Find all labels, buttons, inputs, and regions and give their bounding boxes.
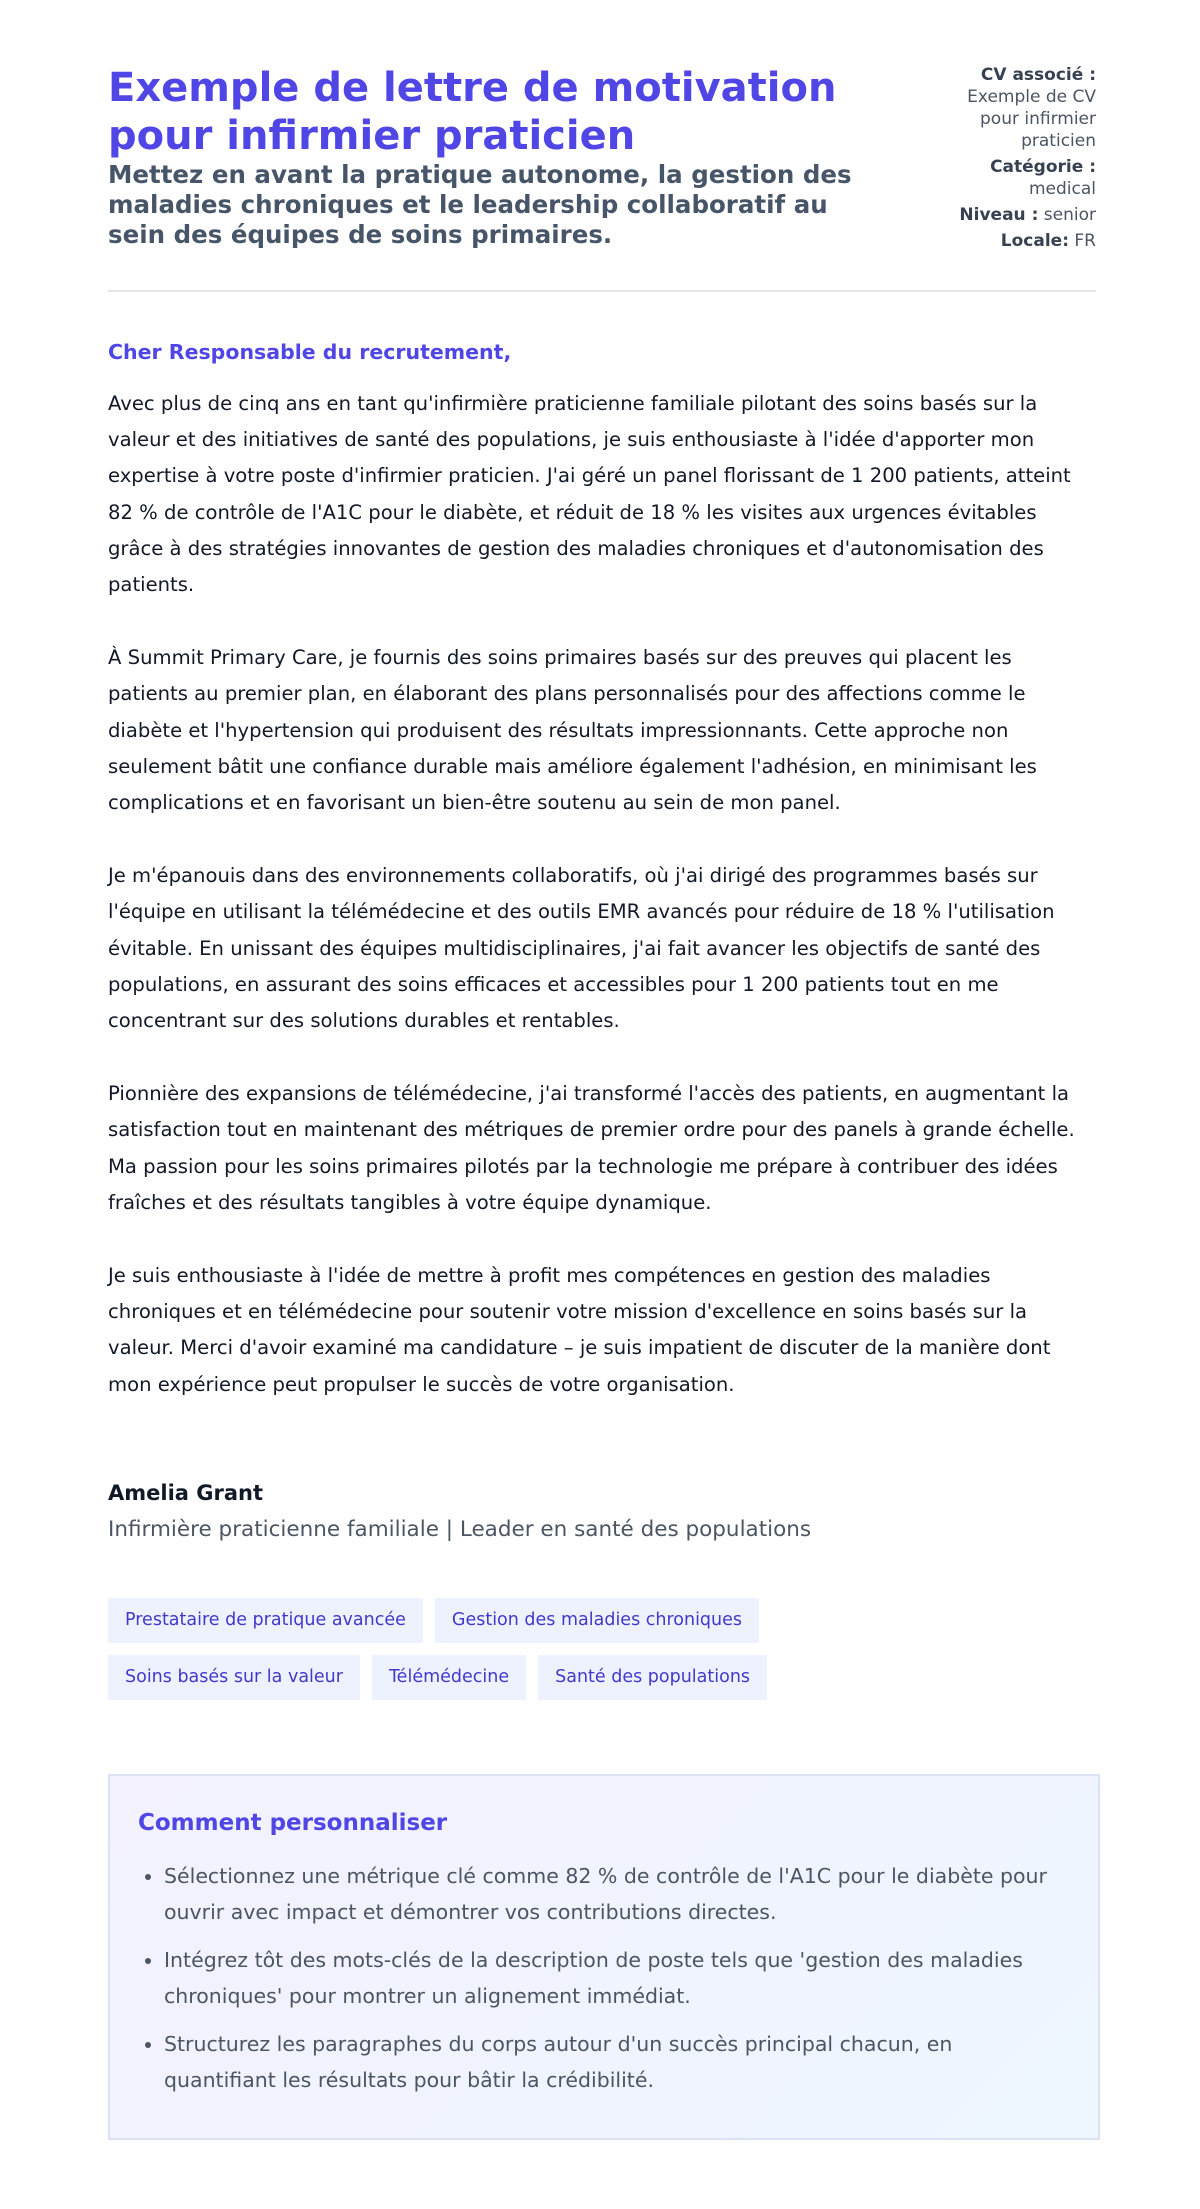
cv-label: CV associé : — [980, 65, 1096, 85]
category-value: medical — [1028, 179, 1096, 199]
paragraph: À Summit Primary Care, je fournis des soins primaires basés sur des preuves qui placent les patients au premier plan, en élaborant des plans personnalisés pour des affections comme le diabète et l'hypertension qui produisent des résultats impressionnants. Cette approche non seulement bâtit une confiance durable mais améliore également l'adhésion, en minimisant les complications et en favorisant un bien-être soutenu au sein de mon panel. — [108, 646, 1037, 815]
level-value: senior — [1043, 205, 1096, 225]
tip-item: • Structurez les paragraphes du corps autour d'un succès principal chacun, en quantifiant les résultats pour bâtir la crédibilité. — [164, 2026, 1070, 2099]
signature-title: Infirmière praticienne familiale | Leader en santé des populations — [108, 1516, 812, 1542]
category-label: Catégorie : — [990, 157, 1096, 177]
tips-list — [138, 1858, 1070, 2099]
divider — [108, 290, 1096, 292]
tag-list — [108, 1598, 1008, 1700]
tip-item: • Sélectionnez une métrique clé comme 82 % de contrôle de l'A1C pour le diabète pour ouvrir avec impact et démontrer vos contributions directes. — [164, 1858, 1070, 1931]
header — [108, 64, 1096, 256]
level-label: Niveau : — [959, 205, 1039, 225]
signature — [108, 1481, 1096, 1542]
salutation: Cher Responsable du recrutement, — [108, 340, 512, 364]
paragraph: Avec plus de cinq ans en tant qu'infirmière praticienne familiale pilotant des soins basés sur la valeur et des initiatives de santé des populations, je suis enthousiaste à l'idée d'apporter mon expertise à votre poste d'infirmier praticien. J'ai géré un panel florissant de 1 200 patients, atteint 82 % de contrôle de l'A1C pour le diabète, et réduit de 18 % les visites aux urgences évitables grâce à des stratégies innovantes de gestion des maladies chroniques et d'autonomisation des patients. — [108, 392, 1071, 597]
tag: Télémédecine — [372, 1655, 526, 1700]
page-subtitle: Mettez en avant la pratique autonome, la gestion des maladies chroniques et le leadership collaboratif au sein des équipes de soins primaires. — [108, 160, 852, 249]
paragraph: Pionnière des expansions de télémédecine, j'ai transformé l'accès des patients, en augmentant la satisfaction tout en maintenant des métriques de premier ordre pour des panels à grande échelle. Ma passion pour les soins primaires pilotés par la technologie me prépare à contribuer des idées fraîches et des résultats tangibles à votre équipe dynamique. — [108, 1082, 1075, 1214]
signature-name: Amelia Grant — [108, 1480, 264, 1505]
locale-value: FR — [1074, 231, 1096, 251]
letter-body — [108, 386, 1096, 1403]
meta-panel — [936, 64, 1096, 256]
tag: Santé des populations — [538, 1655, 767, 1700]
tips-box — [108, 1774, 1100, 2140]
cv-value: Exemple de CV pour infirmier praticien — [967, 87, 1096, 151]
tag: Soins basés sur la valeur — [108, 1655, 360, 1700]
tips-title: Comment personnaliser — [138, 1809, 448, 1836]
tag: Prestataire de pratique avancée — [108, 1598, 423, 1643]
paragraph: Je m'épanouis dans des environnements collaboratifs, où j'ai dirigé des programmes basés sur l'équipe en utilisant la télémédecine et des outils EMR avancés pour réduire de 18 % l'utilisation évitable. En unissant des équipes multidisciplinaires, j'ai fait avancer les objectifs de santé des populations, en assurant des soins efficaces et accessibles pour 1 200 patients tout en me concentrant sur des solutions durables et rentables. — [108, 864, 1055, 1033]
tag: Gestion des maladies chroniques — [435, 1598, 759, 1643]
tip-item: • Intégrez tôt des mots-clés de la description de poste tels que 'gestion des maladies chroniques' pour montrer un alignement immédiat. — [164, 1942, 1070, 2015]
page-title: Exemple de lettre de motivation pour infirmier praticien — [108, 65, 837, 159]
paragraph: Je suis enthousiaste à l'idée de mettre à profit mes compétences en gestion des maladies chroniques et en télémédecine pour soutenir votre mission d'excellence en soins basés sur la valeur. Merci d'avoir examiné ma candidature – je suis impatient de discuter de la manière dont mon expérience peut propulser le succès de votre organisation. — [108, 1264, 1051, 1396]
locale-label: Locale: — [1000, 231, 1069, 251]
